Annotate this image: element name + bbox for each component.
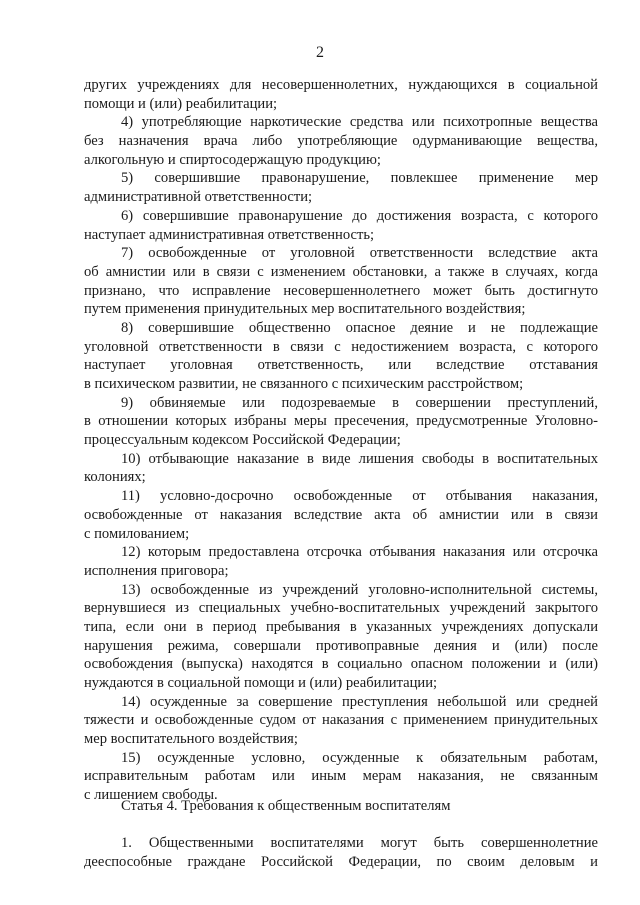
text-line: в психическом развитии, не связанного с психическим расстройством; bbox=[84, 376, 524, 392]
list-item-7: 7) освобожденные от уголовной ответственности вследствие акта bbox=[121, 245, 598, 262]
article-4-heading: Статья 4. Требования к общественным воспитателям bbox=[121, 798, 451, 814]
text-line: наступает административная ответственность; bbox=[84, 226, 375, 243]
list-item-11: 11) условно-досрочно освобожденные от отбывания наказания, bbox=[121, 488, 598, 505]
list-item-8: 8) совершившие общественно опасное деяние и не подлежащие bbox=[121, 319, 598, 336]
list-item-6: 6) совершившие правонарушение до достижения возраста, с которого bbox=[121, 207, 598, 224]
text-line: тяжести и освобожденные судом от наказания с применением принудительных bbox=[84, 712, 598, 729]
list-item-12: 12) которым предоставлена отсрочка отбывания наказания или отсрочка bbox=[121, 544, 598, 561]
list-item-13: 13) освобожденные из учреждений уголовно-исполнительной системы, bbox=[121, 581, 598, 598]
text-line: исполнения приговора; bbox=[84, 562, 229, 579]
text-line: исправительным работам или иным мерам наказания, не связанным bbox=[84, 768, 598, 785]
text-line: с лишением свободы. bbox=[84, 787, 218, 804]
text-line: в отношении которых избраны меры пресечения, предусмотренные Уголовно- bbox=[84, 413, 598, 430]
text-line: наступает уголовная ответственность, или вследствие отставания bbox=[84, 357, 598, 374]
list-item-4: 4) употребляющие наркотические средства или психотропные вещества bbox=[121, 114, 598, 131]
list-item-5: 5) совершившие правонарушение, повлекшее применение мер bbox=[121, 170, 598, 187]
text-line: колониях; bbox=[84, 469, 146, 486]
text-line: нарушения режима, совершали противоправные деяния и (или) после bbox=[84, 637, 598, 654]
list-item-14: 14) осужденные за совершение преступления небольшой или средней bbox=[121, 693, 598, 710]
article-3-list bbox=[84, 76, 598, 805]
text-line: помощи и (или) реабилитации; bbox=[84, 95, 278, 112]
list-item-9: 9) обвиняемые или подозреваемые в совершении преступлений, bbox=[121, 394, 598, 411]
text-line: других учреждениях для несовершеннолетних, нуждающихся в социальной bbox=[84, 77, 598, 93]
text-line: путем применения принудительных мер воспитательного воздействия; bbox=[84, 301, 526, 318]
text-line: об амнистии или в связи с изменением обстановки, а также в случаях, когда bbox=[84, 263, 598, 280]
text-line: с помилованием; bbox=[84, 525, 190, 542]
text-line: нуждаются в социальной помощи и (или) реабилитации; bbox=[84, 675, 438, 691]
text-line: 1. Общественными воспитателями могут быть совершеннолетние bbox=[121, 835, 598, 851]
text-line: признано, что исправление несовершеннолетнего может быть достигнуто bbox=[84, 282, 598, 299]
text-line: освобожденные от наказания вследствие акта об амнистии или в связи bbox=[84, 506, 598, 523]
text-line: освобождения (выпуска) находятся в социально опасном положении и (или) bbox=[84, 656, 598, 673]
article-4-text bbox=[84, 834, 598, 871]
text-line: алкогольную и спиртосодержащую продукцию; bbox=[84, 151, 381, 168]
text-line: уголовной ответственности в связи с недостижением возраста, с которого bbox=[84, 338, 598, 355]
text-line: мер воспитательного воздействия; bbox=[84, 731, 298, 748]
page-number: 2 bbox=[316, 44, 324, 61]
text-line: дееспособные граждане Российской Федерации, по своим деловым и bbox=[84, 853, 598, 870]
text-line: административной ответственности; bbox=[84, 189, 313, 206]
list-item-10: 10) отбывающие наказание в виде лишения свободы в воспитательных bbox=[121, 450, 598, 467]
list-item-15: 15) осужденные условно, осужденные к обязательным работам, bbox=[121, 749, 598, 766]
text-line: вернувшиеся из специальных учебно-воспитательных учреждений закрытого bbox=[84, 600, 598, 617]
text-line: типа, если они в период пребывания в указанных учреждениях допускали bbox=[84, 618, 598, 635]
text-line: процессуальным кодексом Российской Федерации; bbox=[84, 432, 401, 449]
text-line: без назначения врача либо употребляющие одурманивающие вещества, bbox=[84, 133, 598, 150]
